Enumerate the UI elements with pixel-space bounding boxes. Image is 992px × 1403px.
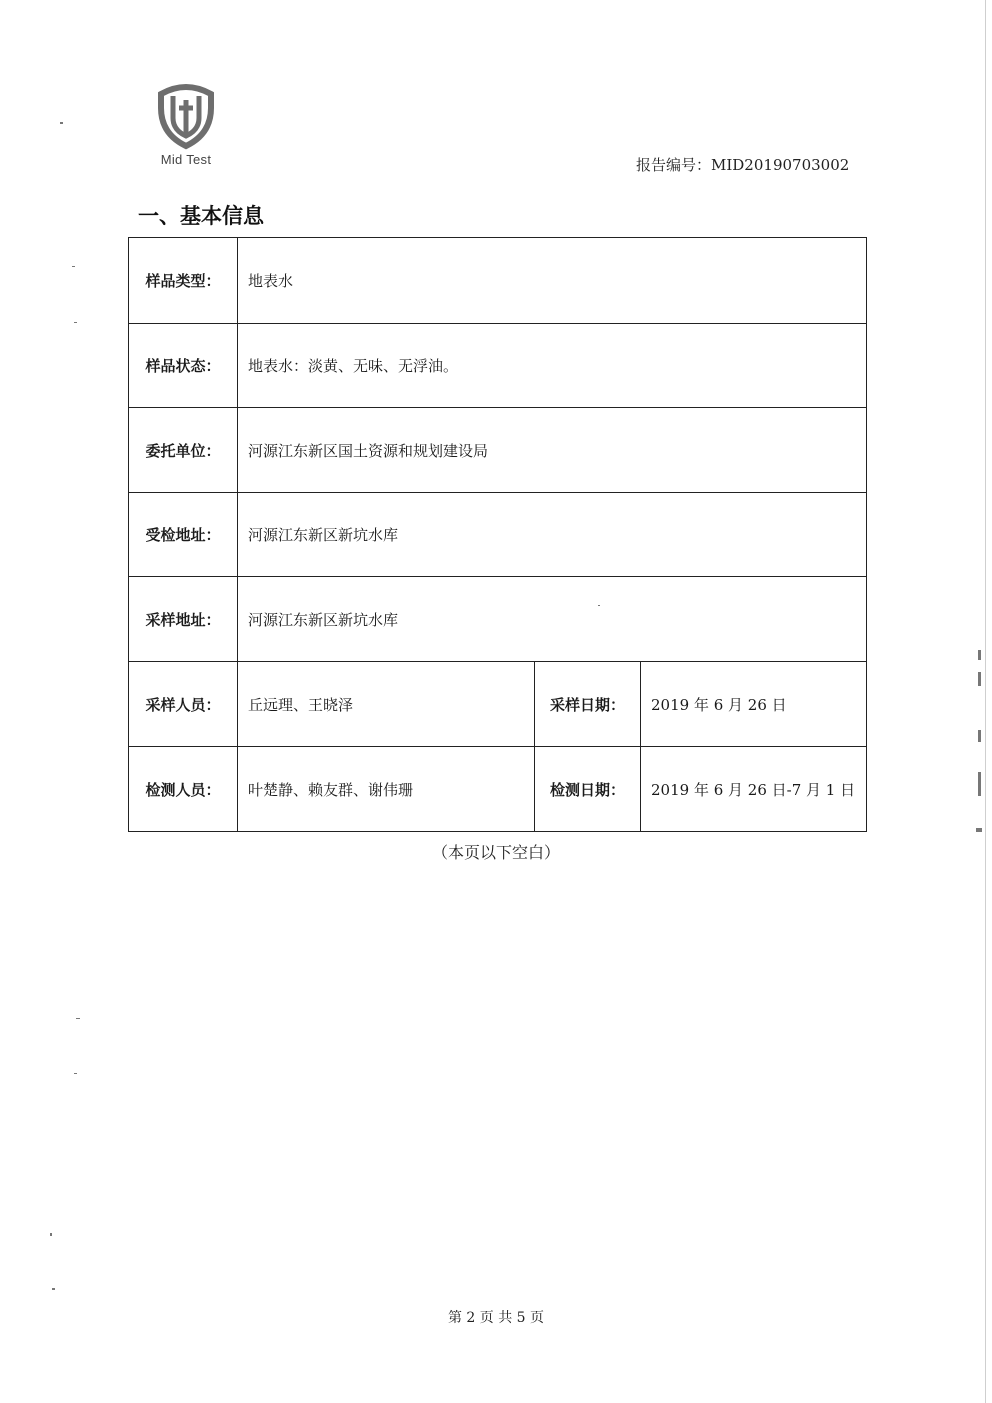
scan-speck: [598, 605, 600, 606]
scan-edge-line: [985, 0, 986, 1403]
sampler-label: 采样人员：: [129, 662, 238, 747]
table-row: [129, 747, 867, 832]
test-date-value: 2019 年 6 月 26 日-7 月 1 日: [641, 747, 867, 832]
section-title: 一、基本信息: [138, 204, 264, 228]
scan-speck: [978, 650, 981, 660]
company-logo: [144, 78, 228, 167]
table-row: [129, 408, 867, 493]
scan-speck: [74, 1073, 77, 1074]
tester-value: 叶楚静、赖友群、谢伟珊: [238, 747, 535, 832]
basic-info-table: [128, 237, 867, 832]
sampler-value: 丘远理、王晓泽: [238, 662, 535, 747]
scan-speck: [60, 122, 63, 124]
scan-speck: [978, 772, 981, 796]
table-row: [129, 238, 867, 324]
test-date-label: 检测日期：: [535, 747, 641, 832]
scan-speck: [978, 672, 981, 686]
inspected-address-value: 河源江东新区新坑水库: [238, 493, 867, 577]
client-label: 委托单位：: [129, 408, 238, 493]
sample-state-value: 地表水：淡黄、无味、无浮油。: [238, 324, 867, 408]
scan-speck: [976, 828, 982, 832]
sampling-date-value: 2019 年 6 月 26 日: [641, 662, 867, 747]
sampling-address-label: 采样地址：: [129, 577, 238, 662]
scan-speck: [52, 1288, 55, 1290]
client-value: 河源江东新区国土资源和规划建设局: [238, 408, 867, 493]
scan-speck: [978, 730, 981, 742]
sample-type-label: 样品类型：: [129, 238, 238, 324]
report-number: 报告编号：MID20190703002: [636, 156, 850, 174]
scan-speck: [72, 266, 75, 267]
table-row: [129, 577, 867, 662]
table-row: [129, 324, 867, 408]
sample-type-value: 地表水: [238, 238, 867, 324]
midtest-shield-icon: [147, 78, 225, 150]
sample-state-label: 样品状态：: [129, 324, 238, 408]
tester-label: 检测人员：: [129, 747, 238, 832]
table-row: [129, 662, 867, 747]
page-number: 第 2 页 共 5 页: [447, 1310, 545, 1326]
logo-text: Mid Test: [160, 152, 212, 167]
scan-speck: [74, 322, 77, 323]
sampling-address-value: 河源江东新区新坑水库: [238, 577, 867, 662]
scan-speck: [50, 1233, 52, 1236]
sampling-date-label: 采样日期：: [535, 662, 641, 747]
scan-speck: [76, 1018, 80, 1019]
blank-page-note: （本页以下空白）: [431, 843, 560, 862]
table-row: [129, 493, 867, 577]
inspected-address-label: 受检地址：: [129, 493, 238, 577]
